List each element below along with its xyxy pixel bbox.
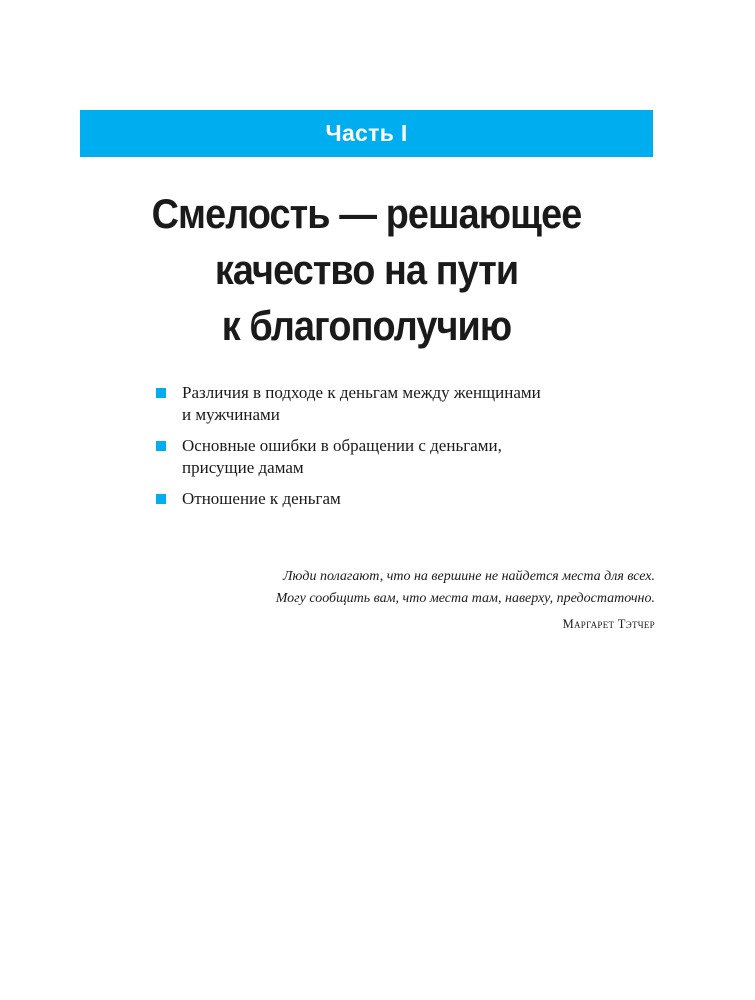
topic-text-line: присущие дамам — [182, 458, 304, 477]
topic-list — [156, 382, 616, 519]
part-banner — [80, 110, 653, 157]
epigraph-author: Маргарет Тэтчер — [562, 617, 655, 631]
chapter-title-line: качество на пути — [214, 246, 519, 293]
topic-item — [156, 382, 616, 426]
square-bullet-icon — [156, 441, 166, 451]
topic-item — [156, 435, 616, 479]
chapter-title-line: к благополучию — [221, 302, 512, 349]
epigraph-quote-line: Люди полагают, что на вершине не найдется места для всех. — [283, 569, 655, 584]
part-label: Часть I — [325, 120, 408, 146]
epigraph — [155, 566, 655, 634]
topic-item — [156, 488, 616, 510]
topic-text-line: Различия в подходе к деньгам между женщинами — [182, 383, 541, 402]
epigraph-quote-line: Могу сообщить вам, что места там, наверху, предостаточно. — [275, 591, 655, 606]
chapter-title-line: Смелость — решающее — [151, 190, 582, 237]
square-bullet-icon — [156, 494, 166, 504]
topic-text-line: и мужчинами — [182, 405, 280, 424]
topic-text-line: Основные ошибки в обращении с деньгами, — [182, 436, 502, 455]
square-bullet-icon — [156, 388, 166, 398]
chapter-title — [109, 186, 625, 354]
topic-text-line: Отношение к деньгам — [182, 489, 341, 508]
